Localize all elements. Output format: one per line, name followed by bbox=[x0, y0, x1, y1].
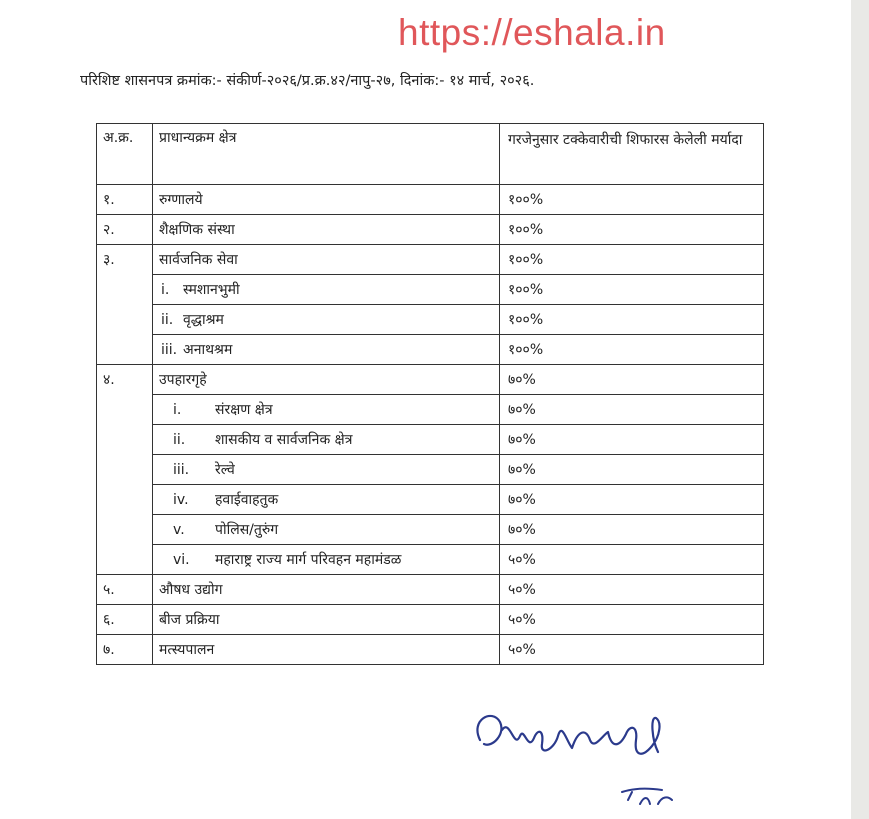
limit-cell: ५०% bbox=[500, 545, 764, 575]
sector-label: वृद्धाश्रम bbox=[183, 312, 224, 328]
sector-cell bbox=[153, 275, 500, 305]
page-edge bbox=[851, 0, 869, 819]
sub-item-numeral: i. bbox=[161, 282, 170, 298]
header-cell-limit: गरजेनुसार टक्केवारीची शिफारस केलेली मर्यादा bbox=[500, 124, 764, 185]
table-row bbox=[97, 575, 764, 605]
sector-label: महाराष्ट्र राज्य मार्ग परिवहन महामंडळ bbox=[215, 552, 402, 568]
row-number-cell bbox=[97, 515, 153, 545]
limit-cell: ७०% bbox=[500, 365, 764, 395]
row-number-cell bbox=[97, 395, 153, 425]
sub-item-numeral: ii. bbox=[161, 312, 174, 328]
limit-cell: ७०% bbox=[500, 395, 764, 425]
sub-item-numeral: ii. bbox=[173, 432, 186, 448]
sector-label: अनाथश्रम bbox=[183, 342, 233, 358]
sector-cell bbox=[153, 335, 500, 365]
sector-cell bbox=[153, 455, 500, 485]
row-number-cell bbox=[97, 455, 153, 485]
row-number-cell: २. bbox=[97, 215, 153, 245]
limit-cell: ५०% bbox=[500, 575, 764, 605]
limit-cell: ७०% bbox=[500, 425, 764, 455]
header-cell-number: अ.क्र. bbox=[97, 124, 153, 185]
row-number-cell: ५. bbox=[97, 575, 153, 605]
limit-cell: ५०% bbox=[500, 635, 764, 665]
limit-cell: १००% bbox=[500, 215, 764, 245]
limit-cell: १००% bbox=[500, 335, 764, 365]
table-row bbox=[97, 485, 764, 515]
table-row bbox=[97, 185, 764, 215]
row-number-cell: ४. bbox=[97, 365, 153, 395]
limit-cell: ७०% bbox=[500, 455, 764, 485]
sector-cell bbox=[153, 395, 500, 425]
row-number-cell: १. bbox=[97, 185, 153, 215]
header-cell-sector: प्राधान्यक्रम क्षेत्र bbox=[153, 124, 500, 185]
watermark-url: https://eshala.in bbox=[398, 12, 666, 53]
row-number-cell bbox=[97, 275, 153, 305]
table-row bbox=[97, 245, 764, 275]
sector-cell: मत्स्यपालन bbox=[153, 635, 500, 665]
table-row bbox=[97, 365, 764, 395]
row-number-cell: ३. bbox=[97, 245, 153, 275]
table-row bbox=[97, 425, 764, 455]
sector-cell bbox=[153, 425, 500, 455]
table-row bbox=[97, 215, 764, 245]
table-row bbox=[97, 275, 764, 305]
table-row bbox=[97, 605, 764, 635]
row-number-cell bbox=[97, 485, 153, 515]
sector-cell bbox=[153, 515, 500, 545]
row-number-cell bbox=[97, 425, 153, 455]
table-row bbox=[97, 395, 764, 425]
document-header: परिशिष्ट शासनपत्र क्रमांक:- संकीर्ण-२०२६/प्र.क्र.४२/नापु-२७, दिनांक:- १४ मार्च, २०२६. bbox=[80, 73, 535, 89]
sector-label: संरक्षण क्षेत्र bbox=[215, 402, 273, 418]
row-number-cell: ७. bbox=[97, 635, 153, 665]
sector-cell: रुग्णालये bbox=[153, 185, 500, 215]
priority-table bbox=[96, 123, 764, 665]
sector-label: पोलिस/तुरुंग bbox=[215, 522, 279, 538]
row-number-cell bbox=[97, 305, 153, 335]
table-row bbox=[97, 515, 764, 545]
sector-cell: बीज प्रक्रिया bbox=[153, 605, 500, 635]
sector-cell bbox=[153, 485, 500, 515]
sector-cell bbox=[153, 305, 500, 335]
table-row bbox=[97, 545, 764, 575]
sub-item-numeral: iv. bbox=[173, 492, 189, 508]
sector-cell: शैक्षणिक संस्था bbox=[153, 215, 500, 245]
sub-item-numeral: vi. bbox=[173, 552, 190, 568]
limit-cell: १००% bbox=[500, 245, 764, 275]
table-header-row bbox=[97, 124, 764, 185]
limit-cell: ५०% bbox=[500, 605, 764, 635]
table-row bbox=[97, 305, 764, 335]
sector-label: स्मशानभुमी bbox=[183, 282, 240, 298]
sub-item-numeral: iii. bbox=[173, 462, 190, 478]
limit-cell: १००% bbox=[500, 305, 764, 335]
limit-cell: १००% bbox=[500, 185, 764, 215]
limit-cell: ७०% bbox=[500, 485, 764, 515]
signature bbox=[462, 700, 702, 810]
sector-label: शासकीय व सार्वजनिक क्षेत्र bbox=[215, 432, 353, 448]
limit-cell: ७०% bbox=[500, 515, 764, 545]
sector-cell: उपहारगृहे bbox=[153, 365, 500, 395]
sub-item-numeral: iii. bbox=[161, 342, 178, 358]
row-number-cell bbox=[97, 335, 153, 365]
limit-cell: १००% bbox=[500, 275, 764, 305]
sector-cell bbox=[153, 545, 500, 575]
sector-cell: औषध उद्योग bbox=[153, 575, 500, 605]
sector-label: हवाईवाहतुक bbox=[215, 492, 279, 508]
row-number-cell: ६. bbox=[97, 605, 153, 635]
sector-cell: सार्वजनिक सेवा bbox=[153, 245, 500, 275]
table-row bbox=[97, 455, 764, 485]
row-number-cell bbox=[97, 545, 153, 575]
sub-item-numeral: v. bbox=[173, 522, 185, 538]
sector-label: रेल्वे bbox=[215, 462, 235, 478]
table-row bbox=[97, 635, 764, 665]
sub-item-numeral: i. bbox=[173, 402, 182, 418]
table-row bbox=[97, 335, 764, 365]
